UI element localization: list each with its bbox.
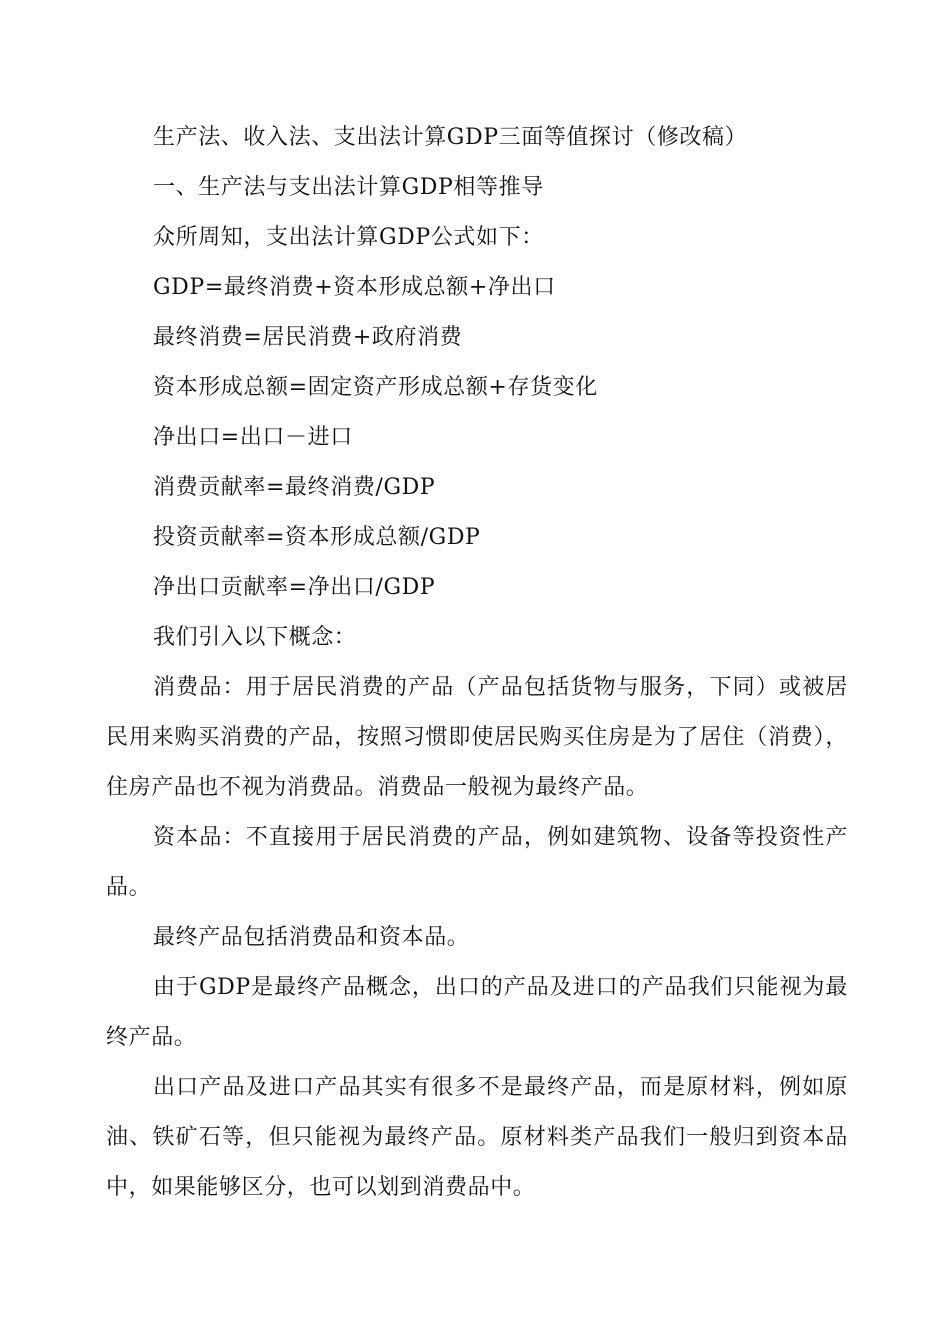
formula-net-export: 净出口=出口－进口 xyxy=(153,425,353,450)
formula-final-consumption: 最终消费=居民消费+政府消费 xyxy=(153,325,463,350)
intro-line: 众所周知，支出法计算GDP公式如下： xyxy=(153,225,544,250)
formula-net-export-rate: 净出口贡献率=净出口/GDP xyxy=(153,575,436,600)
formula-consumption-rate: 消费贡献率=最终消费/GDP xyxy=(153,475,436,500)
section-heading: 一、生产法与支出法计算GDP相等推导 xyxy=(153,175,544,200)
paragraph-capital-goods: 资本品：不直接用于居民消费的产品，例如建筑物、设备等投资性产品。 xyxy=(106,825,848,900)
paragraph-raw-materials: 出口产品及进口产品其实有很多不是最终产品，而是原材料，例如原油、铁矿石等，但只能视为最终产品。原材料类产品我们一般归到资本品中，如果能够区分，也可以划到消费品中。 xyxy=(106,1075,848,1200)
paragraph-consumer-goods: 消费品：用于居民消费的产品（产品包括货物与服务，下同）或被居民用来购买消费的产品，按照习惯即使居民购买住房是为了居住（消费），住房产品也不视为消费品。消费品一般视为最终产品。 xyxy=(106,675,848,800)
formula-investment-rate: 投资贡献率=资本形成总额/GDP xyxy=(153,525,481,550)
paragraph-gdp-final: 由于GDP是最终产品概念，出口的产品及进口的产品我们只能视为最终产品。 xyxy=(106,975,848,1050)
paragraph-final-products: 最终产品包括消费品和资本品。 xyxy=(153,925,470,950)
formula-gdp: GDP=最终消费+资本形成总额+净出口 xyxy=(153,275,556,300)
document-title: 生产法、收入法、支出法计算GDP三面等值探讨（修改稿） xyxy=(153,125,748,150)
formula-capital-formation: 资本形成总额=固定资产形成总额+存货变化 xyxy=(153,375,598,400)
concepts-intro: 我们引入以下概念： xyxy=(153,625,357,650)
